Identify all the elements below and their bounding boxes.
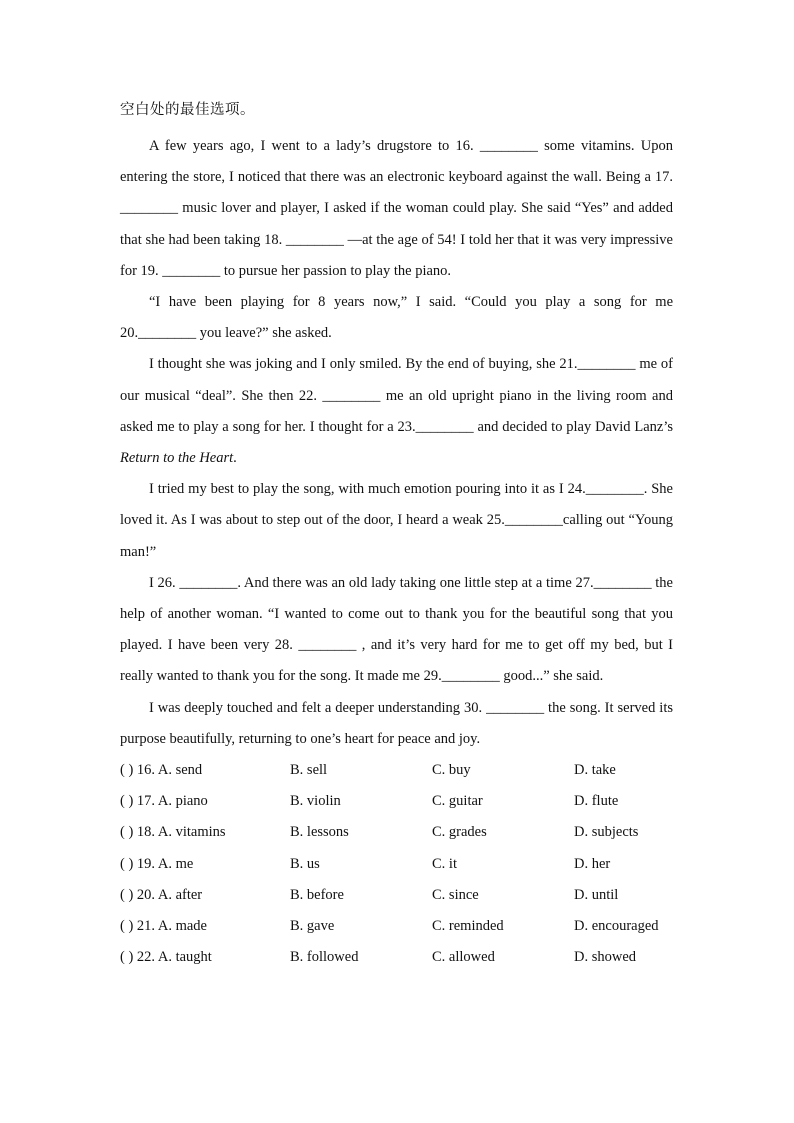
option-d[interactable]: D. subjects [574, 824, 639, 841]
passage-paragraph-4: I tried my best to play the song, with much emotion pouring into it as I 24.________. She loved it. As I was about to step out of the door, I heard a weak 25.________calling out “Young man!” [120, 481, 673, 560]
option-row-18 [120, 817, 673, 848]
option-c[interactable]: C. buy [432, 762, 471, 779]
option-b[interactable]: B. gave [290, 918, 335, 934]
option-d[interactable]: D. flute [574, 793, 619, 810]
worksheet-page [120, 100, 673, 973]
option-a[interactable]: ( ) 22. A. taught [120, 949, 212, 966]
option-a[interactable]: ( ) 20. A. after [120, 886, 203, 903]
option-d[interactable]: D. encouraged [574, 918, 659, 934]
option-a[interactable]: ( ) 19. A. me [120, 855, 194, 872]
option-b[interactable]: B. before [290, 886, 344, 903]
option-row-21 [120, 911, 673, 942]
option-b[interactable]: B. sell [290, 762, 328, 779]
passage-paragraph-6: I was deeply touched and felt a deeper understanding 30. ________ the song. It served its purpose beautifully, returning to one’s heart for peace and joy. [120, 699, 673, 747]
option-d[interactable]: D. showed [574, 949, 637, 966]
option-a[interactable]: ( ) 16. A. send [120, 762, 203, 779]
option-c[interactable]: C. guitar [432, 793, 483, 810]
song-title-period: . [233, 450, 237, 467]
option-a[interactable]: ( ) 21. A. made [120, 918, 207, 934]
option-c[interactable]: C. it [432, 855, 457, 872]
option-c[interactable]: C. since [432, 886, 479, 903]
option-d[interactable]: D. take [574, 762, 616, 779]
option-a[interactable]: ( ) 18. A. vitamins [120, 824, 226, 841]
option-c[interactable]: C. grades [432, 824, 487, 841]
option-row-20 [120, 880, 673, 911]
option-c[interactable]: C. reminded [432, 918, 504, 934]
option-b[interactable]: B. followed [290, 949, 359, 966]
song-title: Return to the Heart [120, 450, 234, 467]
passage-paragraph-3 [120, 349, 673, 474]
passage-paragraph-1: A few years ago, I went to a lady’s drugstore to 16. ________ some vitamins. Upon entering the store, I noticed that there was an electronic keyboard against the wall. Being a 17. ________ music lover and player, I asked if the woman could play. She said “Yes” and added that she had been taking 18. ________ —at the age of 54! I told her that it was very impressive for 19. ________ to pursue her passion to play the piano. [120, 138, 673, 279]
option-row-16 [120, 755, 673, 786]
paragraph-3-text: I thought she was joking and I only smiled. By the end of buying, she 21.________ me of our musical “deal”. She then 22. ________ me an old upright piano in the living room and asked me to play a song for her. I thought for a 23.________ and decided to play David Lanz’s [120, 356, 673, 435]
option-b[interactable]: B. lessons [290, 824, 349, 841]
option-d[interactable]: D. her [574, 855, 611, 872]
option-row-17 [120, 786, 673, 817]
option-b[interactable]: B. us [290, 855, 320, 872]
passage-paragraph-2: “I have been playing for 8 years now,” I said. “Could you play a song for me 20.________ you leave?” she asked. [120, 294, 673, 342]
passage-paragraph-5: I 26. ________. And there was an old lady taking one little step at a time 27.________ the help of another woman. “I wanted to come out to thank you for the beautiful song that you played. I have been very 28. ________ , and it’s very hard for me to get off my bed, but I really wanted to thank you for the song. It made me 29.________ good...” she said. [120, 574, 673, 685]
option-row-19 [120, 849, 673, 880]
answer-options [120, 755, 673, 973]
instruction-text: 空白处的最佳选项。 [120, 102, 255, 118]
option-c[interactable]: C. allowed [432, 949, 495, 966]
option-row-22 [120, 942, 673, 973]
option-d[interactable]: D. until [574, 886, 619, 903]
option-a[interactable]: ( ) 17. A. piano [120, 793, 208, 810]
cloze-passage [120, 131, 673, 755]
option-b[interactable]: B. violin [290, 793, 341, 810]
